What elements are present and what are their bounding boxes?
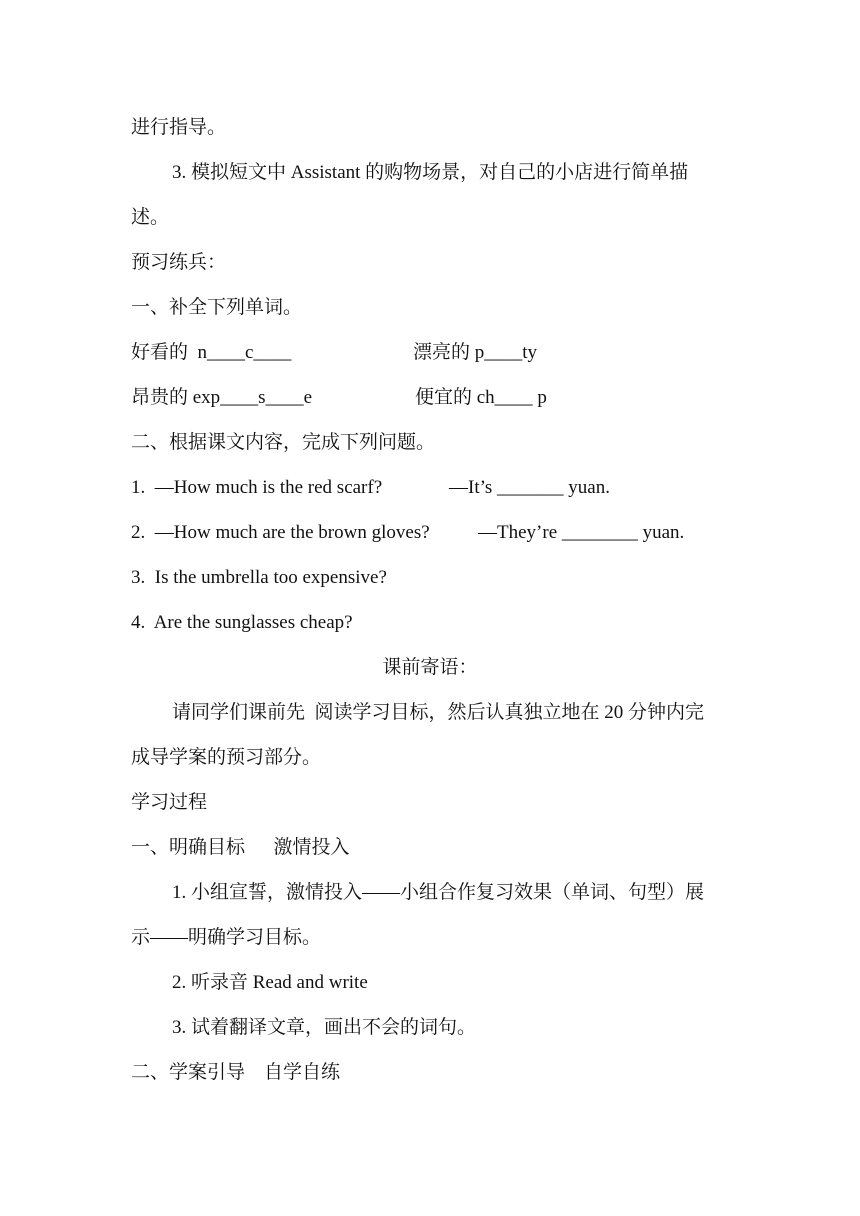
question-item: 4. Are the sunglasses cheap? — [131, 612, 353, 633]
vocab-item: 便宜的 ch____ p — [415, 387, 547, 408]
text-line: 请同学们课前先 阅读学习目标，然后认真独立地在 20 分钟内完 — [172, 702, 705, 723]
text-line: 示——明确学习目标。 — [131, 927, 322, 948]
answer-blank: —It’s _______ yuan. — [449, 477, 610, 498]
vocab-item: 好看的 n____c____ — [131, 342, 292, 363]
question-item: 1. —How much is the red scarf? — [131, 477, 383, 498]
question-item: 3. Is the umbrella too expensive? — [131, 567, 387, 588]
section-heading: 预习练兵： — [131, 252, 227, 273]
text-line: 成导学案的预习部分。 — [131, 747, 322, 768]
section-title: 课前寄语： — [382, 657, 478, 678]
text-line: 1. 小组宣誓，激情投入——小组合作复习效果（单词、句型）展 — [172, 882, 705, 903]
text-line: 2. 听录音 Read and write — [172, 972, 368, 993]
section-heading: 学习过程 — [131, 792, 208, 813]
vocab-item: 漂亮的 p____ty — [413, 342, 538, 363]
answer-blank: —They’re ________ yuan. — [478, 522, 685, 543]
text-line: 3. 模拟短文中 Assistant 的购物场景，对自己的小店进行简单描 — [172, 162, 689, 183]
section-heading: 一、明确目标 激情投入 — [131, 837, 350, 858]
section-heading: 二、学案引导 自学自练 — [131, 1062, 341, 1083]
text-line: 进行指导。 — [131, 117, 227, 138]
vocab-item: 昂贵的 exp____s____e — [131, 387, 313, 408]
text-line: 述。 — [131, 207, 170, 228]
exercise-heading: 二、根据课文内容，完成下列问题。 — [131, 432, 436, 453]
text-line: 3. 试着翻译文章，画出不会的词句。 — [172, 1017, 477, 1038]
exercise-heading: 一、补全下列单词。 — [131, 297, 303, 318]
question-item: 2. —How much are the brown gloves? — [131, 522, 430, 543]
